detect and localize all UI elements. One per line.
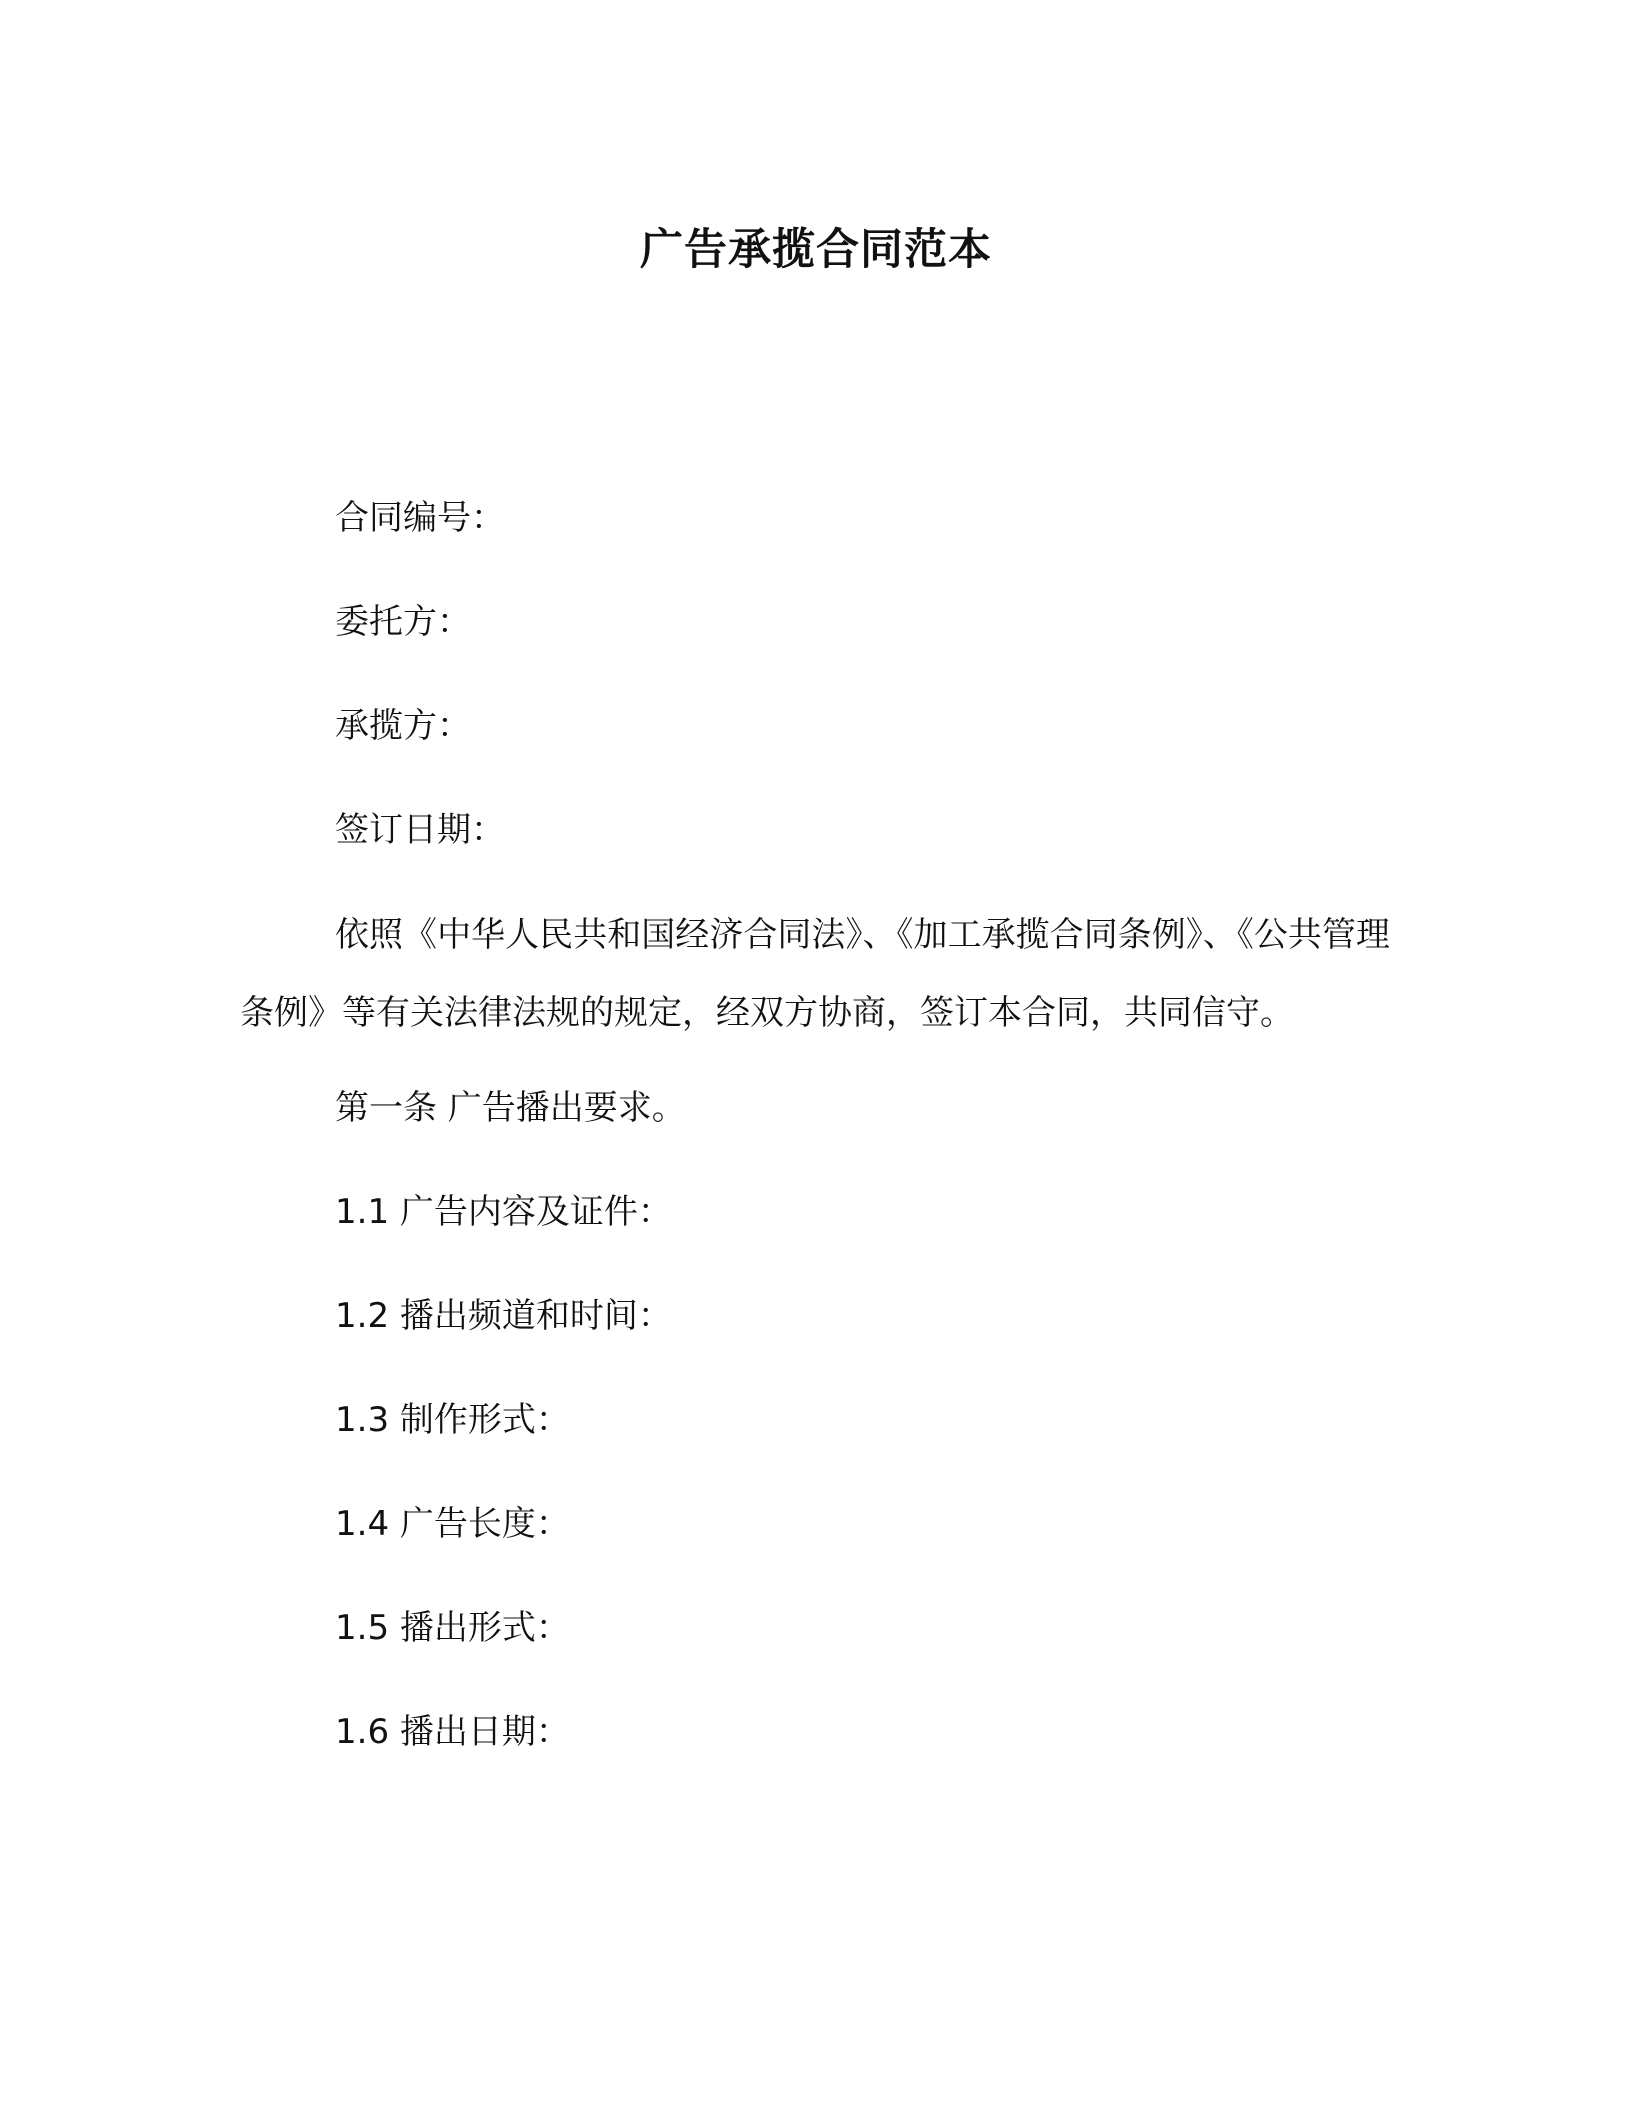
section-item: 1.6 播出日期： [335, 1712, 570, 1752]
section-1-heading: 第一条 广告播出要求。 [335, 1088, 686, 1128]
section-item: 1.3 制作形式： [335, 1400, 570, 1440]
section-item: 1.4 广告长度： [335, 1504, 570, 1544]
section-item: 1.5 播出形式： [335, 1608, 570, 1648]
contractor-field: 承揽方： [335, 706, 471, 746]
contract-number-field: 合同编号： [335, 498, 505, 538]
document-title: 广告承揽合同范本 [640, 225, 992, 275]
section-item: 1.2 播出频道和时间： [335, 1296, 672, 1336]
document-body [240, 488, 1390, 1806]
signing-date-field: 签订日期： [335, 810, 505, 850]
client-field: 委托方： [335, 602, 471, 642]
intro-paragraph: 依照《中华人民共和国经济合同法》、《加工承揽合同条例》、《公共管理条例》等有关法律法规的规定，经双方协商，签订本合同，共同信守。 [240, 915, 1390, 1033]
section-item: 1.1 广告内容及证件： [335, 1192, 672, 1232]
